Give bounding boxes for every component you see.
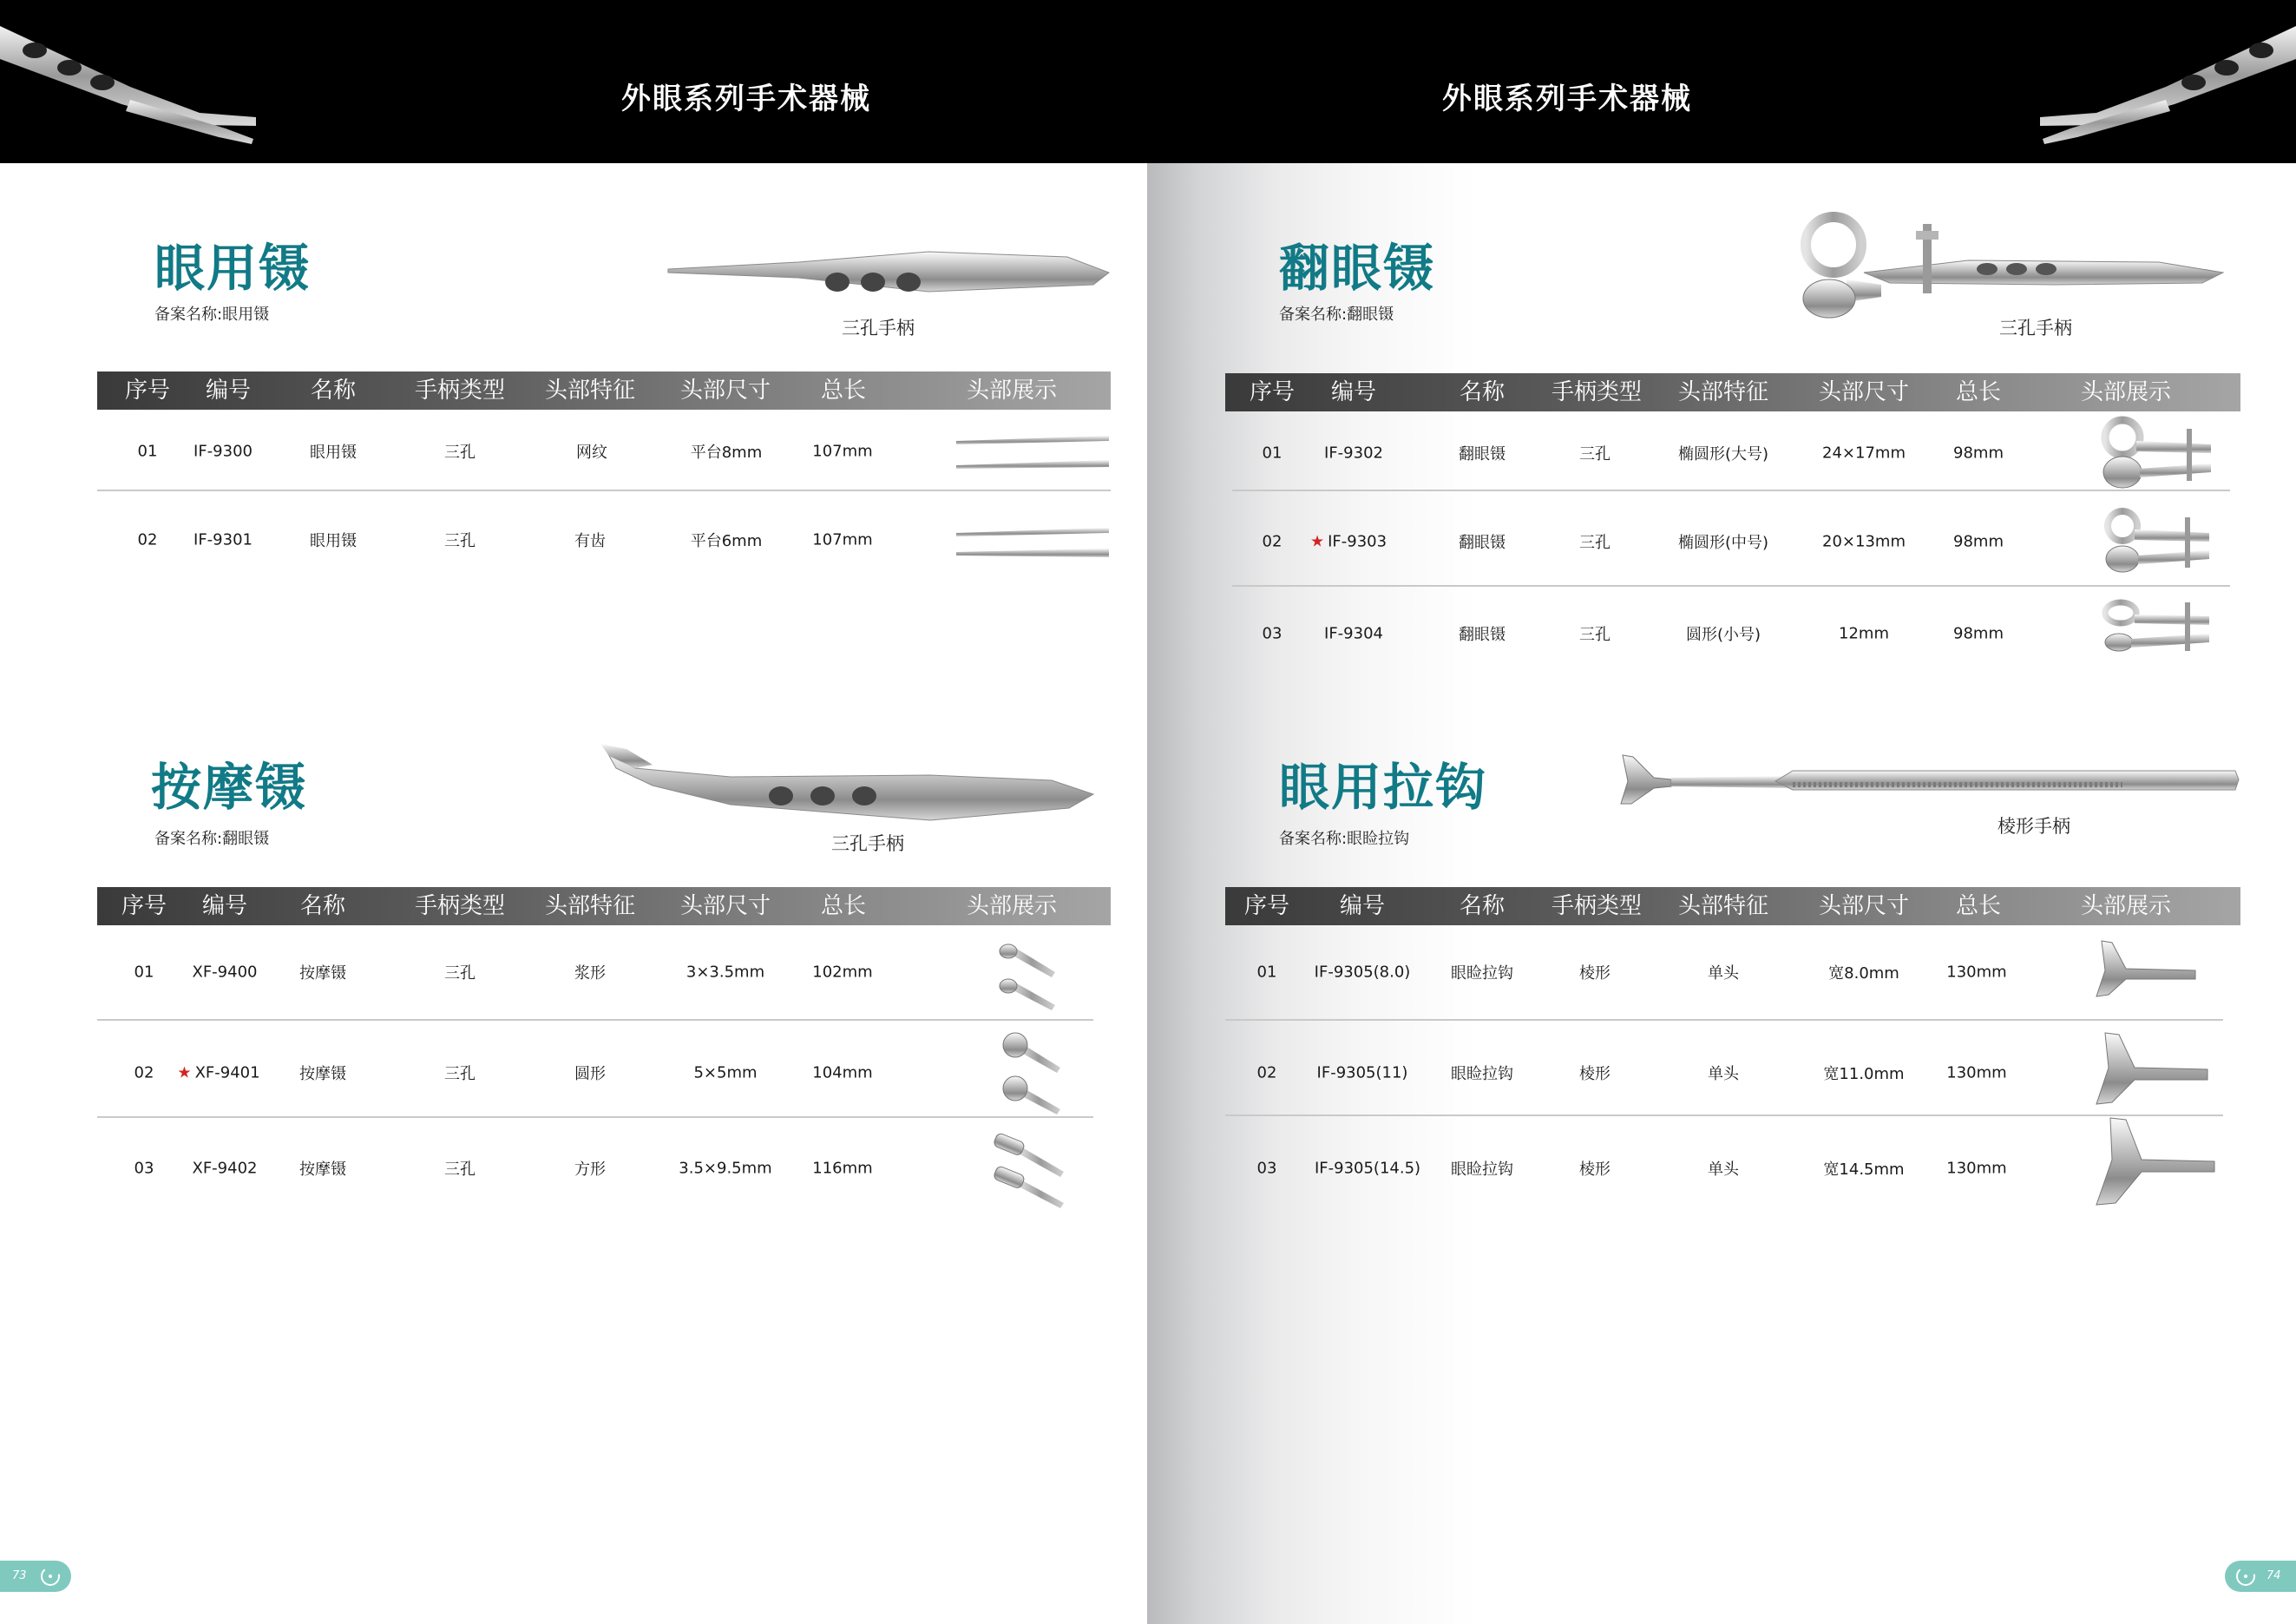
cell-handle: 三孔 bbox=[444, 444, 476, 462]
section-title-anmonie: 按摩镊 bbox=[151, 758, 308, 817]
cell-no: 02 bbox=[1256, 1063, 1277, 1082]
cell-no: 02 bbox=[137, 530, 158, 549]
star-icon: ★ bbox=[177, 1063, 192, 1082]
cell-length: 107mm bbox=[812, 530, 873, 549]
head-display-image bbox=[956, 434, 1109, 474]
col-header-code: 编号 bbox=[201, 893, 248, 919]
col-header-name: 名称 bbox=[1459, 379, 1506, 405]
section-title-fanyannie: 翻眼镊 bbox=[1279, 239, 1436, 298]
cell-size: 24×17mm bbox=[1822, 444, 1906, 463]
cell-code: XF-9400 bbox=[192, 963, 258, 982]
handle-label: 三孔手柄 bbox=[842, 318, 915, 339]
col-header-feature: 头部特征 bbox=[1677, 379, 1769, 405]
cell-code: IF-9305(11) bbox=[1316, 1063, 1408, 1082]
cell-handle: 三孔 bbox=[1579, 626, 1610, 644]
head-display-image bbox=[991, 1135, 1078, 1208]
cell-name: 按摩镊 bbox=[299, 964, 346, 983]
cell-name: 眼用镊 bbox=[310, 444, 357, 462]
cell-length: 130mm bbox=[1946, 1063, 2007, 1082]
forceps-image bbox=[600, 742, 1095, 829]
cell-length: 98mm bbox=[1953, 624, 2004, 643]
col-header-no: 序号 bbox=[1243, 893, 1290, 919]
col-header-display: 头部展示 bbox=[966, 893, 1058, 919]
cell-handle: 棱形 bbox=[1579, 1160, 1610, 1179]
page-number-text: 74 bbox=[2266, 1569, 2281, 1582]
col-header-length: 总长 bbox=[1955, 379, 2002, 405]
col-header-no: 序号 bbox=[1249, 379, 1296, 405]
col-header-name: 名称 bbox=[310, 378, 357, 404]
col-header-size: 头部尺寸 bbox=[679, 893, 771, 919]
col-header-handle: 手柄类型 bbox=[414, 378, 506, 404]
cell-feature: 单头 bbox=[1708, 1065, 1739, 1083]
cell-feature: 圆形(小号) bbox=[1685, 626, 1761, 644]
retractor-image bbox=[1619, 755, 2239, 807]
table-header bbox=[97, 371, 1111, 410]
cell-name: 按摩镊 bbox=[299, 1065, 346, 1083]
cell-size: 平台8mm bbox=[690, 444, 763, 462]
cell-handle: 棱形 bbox=[1579, 964, 1610, 983]
cell-feature: 圆形 bbox=[574, 1065, 606, 1083]
cell-name: 按摩镊 bbox=[299, 1160, 346, 1179]
cell-feature: 浆形 bbox=[574, 964, 606, 983]
cell-size: 12mm bbox=[1839, 624, 1889, 643]
cell-code: IF-9304 bbox=[1324, 624, 1383, 643]
head-display-image bbox=[2093, 1118, 2214, 1208]
cell-length: 116mm bbox=[812, 1159, 873, 1178]
cell-code: IF-9302 bbox=[1324, 444, 1383, 463]
col-header-code: 编号 bbox=[205, 378, 252, 404]
cell-name: 眼睑拉钩 bbox=[1451, 1065, 1513, 1083]
cell-feature: 有齿 bbox=[574, 532, 606, 550]
header-title-right: 外眼系列手术器械 bbox=[1442, 82, 1692, 116]
col-header-no: 序号 bbox=[124, 378, 171, 404]
head-display-image bbox=[956, 526, 1109, 566]
table-row bbox=[97, 925, 1111, 1019]
col-header-display: 头部展示 bbox=[2080, 893, 2172, 919]
cell-length: 130mm bbox=[1946, 963, 2007, 982]
col-header-feature: 头部特征 bbox=[544, 378, 636, 404]
registration-name: 备案名称:眼用镊 bbox=[154, 306, 270, 324]
cell-name: 翻眼镊 bbox=[1459, 445, 1506, 464]
cell-size: 20×13mm bbox=[1822, 532, 1906, 551]
header-band bbox=[0, 0, 2296, 163]
cell-no: 01 bbox=[1262, 444, 1282, 463]
handle-label: 棱形手柄 bbox=[1998, 816, 2070, 837]
table-row bbox=[1225, 587, 2240, 681]
cell-length: 107mm bbox=[812, 442, 873, 461]
cell-code: IF-9300 bbox=[194, 442, 253, 461]
registration-name: 备案名称:眼睑拉钩 bbox=[1279, 830, 1410, 848]
cell-feature: 椭圆形(大号) bbox=[1677, 445, 1769, 464]
table-row bbox=[1225, 491, 2240, 585]
col-header-handle: 手柄类型 bbox=[1551, 893, 1643, 919]
cell-handle: 棱形 bbox=[1579, 1065, 1610, 1083]
cell-name: 翻眼镊 bbox=[1459, 626, 1506, 644]
cell-feature: 单头 bbox=[1708, 1160, 1739, 1179]
col-header-display: 头部展示 bbox=[2080, 379, 2172, 405]
cell-code-text: IF-9303 bbox=[1328, 532, 1387, 551]
table-row bbox=[1225, 1116, 2240, 1213]
head-display-image bbox=[991, 943, 1069, 1012]
table-row bbox=[1225, 411, 2240, 491]
cell-no: 02 bbox=[1262, 532, 1282, 551]
cell-name: 翻眼镊 bbox=[1459, 534, 1506, 552]
col-header-feature: 头部特征 bbox=[1677, 893, 1769, 919]
table-row bbox=[97, 1118, 1111, 1213]
cell-handle: 三孔 bbox=[1579, 445, 1610, 464]
head-display-image bbox=[2093, 1033, 2207, 1108]
head-display-image bbox=[1000, 1031, 1078, 1114]
col-header-length: 总长 bbox=[1955, 893, 2002, 919]
page-number-right bbox=[2225, 1561, 2296, 1592]
swirl-icon bbox=[38, 1566, 62, 1587]
cell-no: 01 bbox=[137, 442, 158, 461]
cell-size: 3×3.5mm bbox=[686, 963, 765, 982]
col-header-name: 名称 bbox=[1459, 893, 1506, 919]
table-row bbox=[97, 410, 1111, 490]
col-header-handle: 手柄类型 bbox=[1551, 379, 1643, 405]
cell-handle: 三孔 bbox=[444, 532, 476, 550]
table-row bbox=[1225, 925, 2240, 1019]
col-header-feature: 头部特征 bbox=[544, 893, 636, 919]
registration-name: 备案名称:翻眼镊 bbox=[1279, 306, 1394, 324]
cell-no: 03 bbox=[1256, 1159, 1277, 1178]
cell-length: 98mm bbox=[1953, 444, 2004, 463]
cell-length: 98mm bbox=[1953, 532, 2004, 551]
table-row bbox=[97, 1021, 1111, 1116]
forceps-icon-right bbox=[2036, 17, 2296, 139]
cell-no: 01 bbox=[1256, 963, 1277, 982]
cell-size: 宽8.0mm bbox=[1828, 964, 1899, 983]
handle-label: 三孔手柄 bbox=[1999, 318, 2072, 339]
handle-label: 三孔手柄 bbox=[831, 833, 904, 854]
cell-code: XF-9402 bbox=[192, 1159, 258, 1178]
cell-length: 104mm bbox=[812, 1063, 873, 1082]
cell-handle: 三孔 bbox=[444, 964, 476, 983]
cell-code: IF-9305(8.0) bbox=[1314, 963, 1411, 982]
table-row bbox=[97, 491, 1111, 587]
head-display-image bbox=[2095, 507, 2209, 576]
cell-no: 02 bbox=[134, 1063, 154, 1082]
cell-name: 眼用镊 bbox=[310, 532, 357, 550]
cell-feature: 网纹 bbox=[576, 444, 607, 462]
table-row bbox=[1225, 1021, 2240, 1114]
cell-length: 102mm bbox=[812, 963, 873, 982]
forceps-image bbox=[1794, 212, 2223, 325]
head-display-image bbox=[2095, 594, 2209, 663]
section-title-yanyonglagou: 眼用拉钩 bbox=[1279, 758, 1488, 817]
cell-size: 5×5mm bbox=[693, 1063, 758, 1082]
col-header-code: 编号 bbox=[1339, 893, 1386, 919]
forceps-icon-left bbox=[0, 17, 260, 139]
cell-no: 01 bbox=[134, 963, 154, 982]
cell-size: 3.5×9.5mm bbox=[679, 1159, 772, 1178]
cell-name: 眼睑拉钩 bbox=[1451, 1160, 1513, 1179]
cell-size: 平台6mm bbox=[690, 532, 763, 550]
forceps-image bbox=[668, 243, 1111, 304]
col-header-display: 头部展示 bbox=[966, 378, 1058, 404]
cell-feature: 方形 bbox=[574, 1160, 606, 1179]
table-header bbox=[1225, 373, 2240, 411]
cell-code bbox=[177, 1064, 259, 1082]
col-header-no: 序号 bbox=[121, 893, 167, 919]
star-icon: ★ bbox=[1309, 532, 1325, 551]
cell-code bbox=[1310, 533, 1387, 551]
table-header bbox=[1225, 887, 2240, 925]
header-title-left: 外眼系列手术器械 bbox=[621, 82, 871, 116]
cell-feature: 单头 bbox=[1708, 964, 1739, 983]
cell-size: 宽14.5mm bbox=[1823, 1160, 1905, 1179]
col-header-handle: 手柄类型 bbox=[414, 893, 506, 919]
cell-code: IF-9305(14.5) bbox=[1314, 1159, 1421, 1178]
col-header-name: 名称 bbox=[299, 893, 346, 919]
cell-code-text: XF-9401 bbox=[194, 1063, 260, 1082]
col-header-size: 头部尺寸 bbox=[679, 378, 771, 404]
cell-name: 眼睑拉钩 bbox=[1451, 964, 1513, 983]
cell-handle: 三孔 bbox=[444, 1160, 476, 1179]
col-header-length: 总长 bbox=[820, 378, 867, 404]
col-header-code: 编号 bbox=[1330, 379, 1377, 405]
head-display-image bbox=[2093, 941, 2195, 1002]
col-header-length: 总长 bbox=[820, 893, 867, 919]
cell-handle: 三孔 bbox=[1579, 534, 1610, 552]
cell-code: IF-9301 bbox=[194, 530, 253, 549]
cell-no: 03 bbox=[1262, 624, 1282, 643]
cell-handle: 三孔 bbox=[444, 1065, 476, 1083]
cell-length: 130mm bbox=[1946, 1159, 2007, 1178]
swirl-icon bbox=[2234, 1566, 2258, 1587]
head-display-image bbox=[2093, 415, 2211, 491]
cell-feature: 椭圆形(中号) bbox=[1677, 534, 1769, 552]
section-title-yanyongnie: 眼用镊 bbox=[154, 239, 312, 298]
page-number-left bbox=[0, 1561, 71, 1592]
col-header-size: 头部尺寸 bbox=[1818, 379, 1910, 405]
registration-name: 备案名称:翻眼镊 bbox=[154, 830, 270, 848]
col-header-size: 头部尺寸 bbox=[1818, 893, 1910, 919]
cell-no: 03 bbox=[134, 1159, 154, 1178]
cell-size: 宽11.0mm bbox=[1823, 1065, 1905, 1083]
page-number-text: 73 bbox=[12, 1569, 27, 1582]
table-header bbox=[97, 887, 1111, 925]
